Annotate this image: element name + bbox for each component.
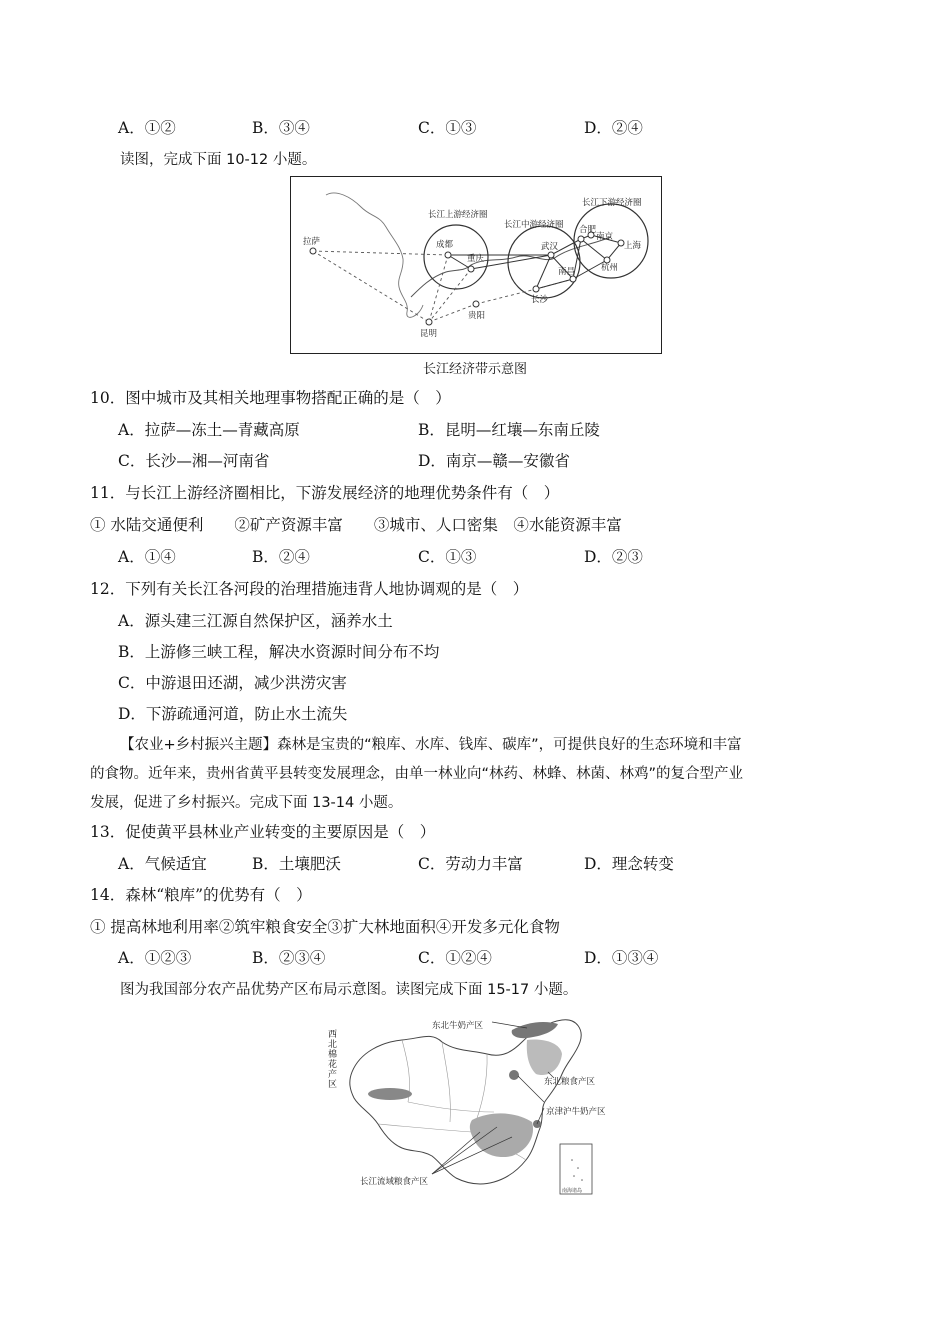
q12-stem: 12．下列有关长江各河段的治理措施违背人地协调观的是（ ） <box>90 580 529 598</box>
city-changsha: 长沙 <box>531 295 549 305</box>
city-shanghai: 上海 <box>624 241 642 251</box>
q11-option-b[interactable]: B．②④ <box>252 548 310 566</box>
q9-option-d[interactable]: D．②④ <box>584 119 643 137</box>
q12-option-a[interactable]: A．源头建三江源自然保护区，涵养水土 <box>118 612 393 630</box>
q10-option-d[interactable]: D．南京—赣—安徽省 <box>418 452 570 470</box>
label-lower: 长江下游经济圈 <box>582 198 642 208</box>
intro-10-12: 读图，完成下面 10-12 小题。 <box>120 152 317 168</box>
q14-option-d[interactable]: D．①③④ <box>584 949 659 967</box>
city-guiyang: 贵阳 <box>468 311 486 321</box>
q13-option-b[interactable]: B．土壤肥沃 <box>252 855 341 873</box>
city-chengdu: 成都 <box>436 240 454 250</box>
q14-items: ① 提高林地利用率②筑牢粮食安全③扩大林地面积④开发多元化食物 <box>90 918 560 936</box>
q12-option-d[interactable]: D．下游疏通河道，防止水土流失 <box>118 705 348 723</box>
label-yangtze-grain: 长江流域粮食产区 <box>360 1177 429 1187</box>
q13-option-a[interactable]: A．气候适宜 <box>118 855 207 873</box>
city-hangzhou: 杭州 <box>601 263 619 273</box>
city-chongqing: 重庆 <box>467 254 485 264</box>
city-wuhan: 武汉 <box>541 242 559 252</box>
label-northwest-cotton: 西北棉花产区 <box>328 1030 338 1090</box>
city-nanjing: 南京 <box>596 232 614 242</box>
q11-items: ① 水陆交通便利 ②矿产资源丰富 ③城市、人口密集 ④水能资源丰富 <box>90 516 622 534</box>
label-jingjinhu-milk: 京津沪牛奶产区 <box>546 1107 606 1117</box>
q13-stem: 13．促使黄平县林业产业转变的主要原因是（ ） <box>90 823 436 841</box>
south-sea-label: 南海诸岛 <box>562 1188 583 1194</box>
passage-line-3: 发展，促进了乡村振兴。完成下面 13-14 小题。 <box>90 795 403 811</box>
q14-option-c[interactable]: C．①②④ <box>418 949 492 967</box>
city-lasa: 拉萨 <box>303 237 321 247</box>
q10-stem: 10．图中城市及其相关地理事物搭配正确的是（ ） <box>90 389 451 407</box>
q12-option-c[interactable]: C．中游退田还湖，减少洪涝灾害 <box>118 674 347 692</box>
yangtze-grain-area <box>470 1113 533 1157</box>
q10-option-b[interactable]: B．昆明—红壤—东南丘陵 <box>418 421 600 439</box>
northwest-cotton-area <box>368 1088 412 1100</box>
label-middle: 长江中游经济圈 <box>504 220 564 230</box>
city-kunming: 昆明 <box>420 329 438 339</box>
china-agri-map <box>322 1012 632 1202</box>
label-northeast-grain: 东北粮食产区 <box>544 1077 596 1087</box>
yangtze-map <box>290 176 662 354</box>
label-northeast-milk: 东北牛奶产区 <box>432 1021 484 1031</box>
q10-option-c[interactable]: C．长沙—湘—河南省 <box>118 452 270 470</box>
q9-option-b[interactable]: B．③④ <box>252 119 310 137</box>
intro-15-17: 图为我国部分农产品优势产区布局示意图。读图完成下面 15-17 小题。 <box>120 982 578 998</box>
jingjinhu-milk-area-1 <box>509 1070 519 1080</box>
q13-option-c[interactable]: C．劳动力丰富 <box>418 855 523 873</box>
q10-option-a[interactable]: A．拉萨—冻土—青藏高原 <box>118 421 300 439</box>
q14-option-a[interactable]: A．①②③ <box>118 949 192 967</box>
q13-option-d[interactable]: D．理念转变 <box>584 855 674 873</box>
passage-line-2: 的食物。近年来，贵州省黄平县转变发展理念，由单一林业向“林药、林蜂、林菌、林鸡”的复合型产业 <box>90 766 744 782</box>
q9-option-a[interactable]: A．①② <box>118 119 176 137</box>
q11-option-d[interactable]: D．②③ <box>584 548 643 566</box>
map1-caption: 长江经济带示意图 <box>422 362 527 377</box>
q12-option-b[interactable]: B．上游修三峡工程，解决水资源时间分布不均 <box>118 643 440 661</box>
city-hefei: 合肥 <box>579 225 597 235</box>
city-nanchang: 南昌 <box>558 267 576 277</box>
northeast-grain-area <box>527 1040 562 1076</box>
q9-option-c[interactable]: C．①③ <box>418 119 477 137</box>
q14-option-b[interactable]: B．②③④ <box>252 949 326 967</box>
northeast-milk-area <box>512 1022 558 1038</box>
q11-stem: 11．与长江上游经济圈相比，下游发展经济的地理优势条件有（ ） <box>90 484 560 502</box>
label-upper: 长江上游经济圈 <box>428 210 488 220</box>
passage-line-1: 【农业+乡村振兴主题】森林是宝贵的“粮库、水库、钱库、碳库”，可提供良好的生态环境和丰富 <box>120 737 742 753</box>
q14-stem: 14．森林“粮库”的优势有（ ） <box>90 886 312 904</box>
q11-option-a[interactable]: A．①④ <box>118 548 176 566</box>
q11-option-c[interactable]: C．①③ <box>418 548 477 566</box>
